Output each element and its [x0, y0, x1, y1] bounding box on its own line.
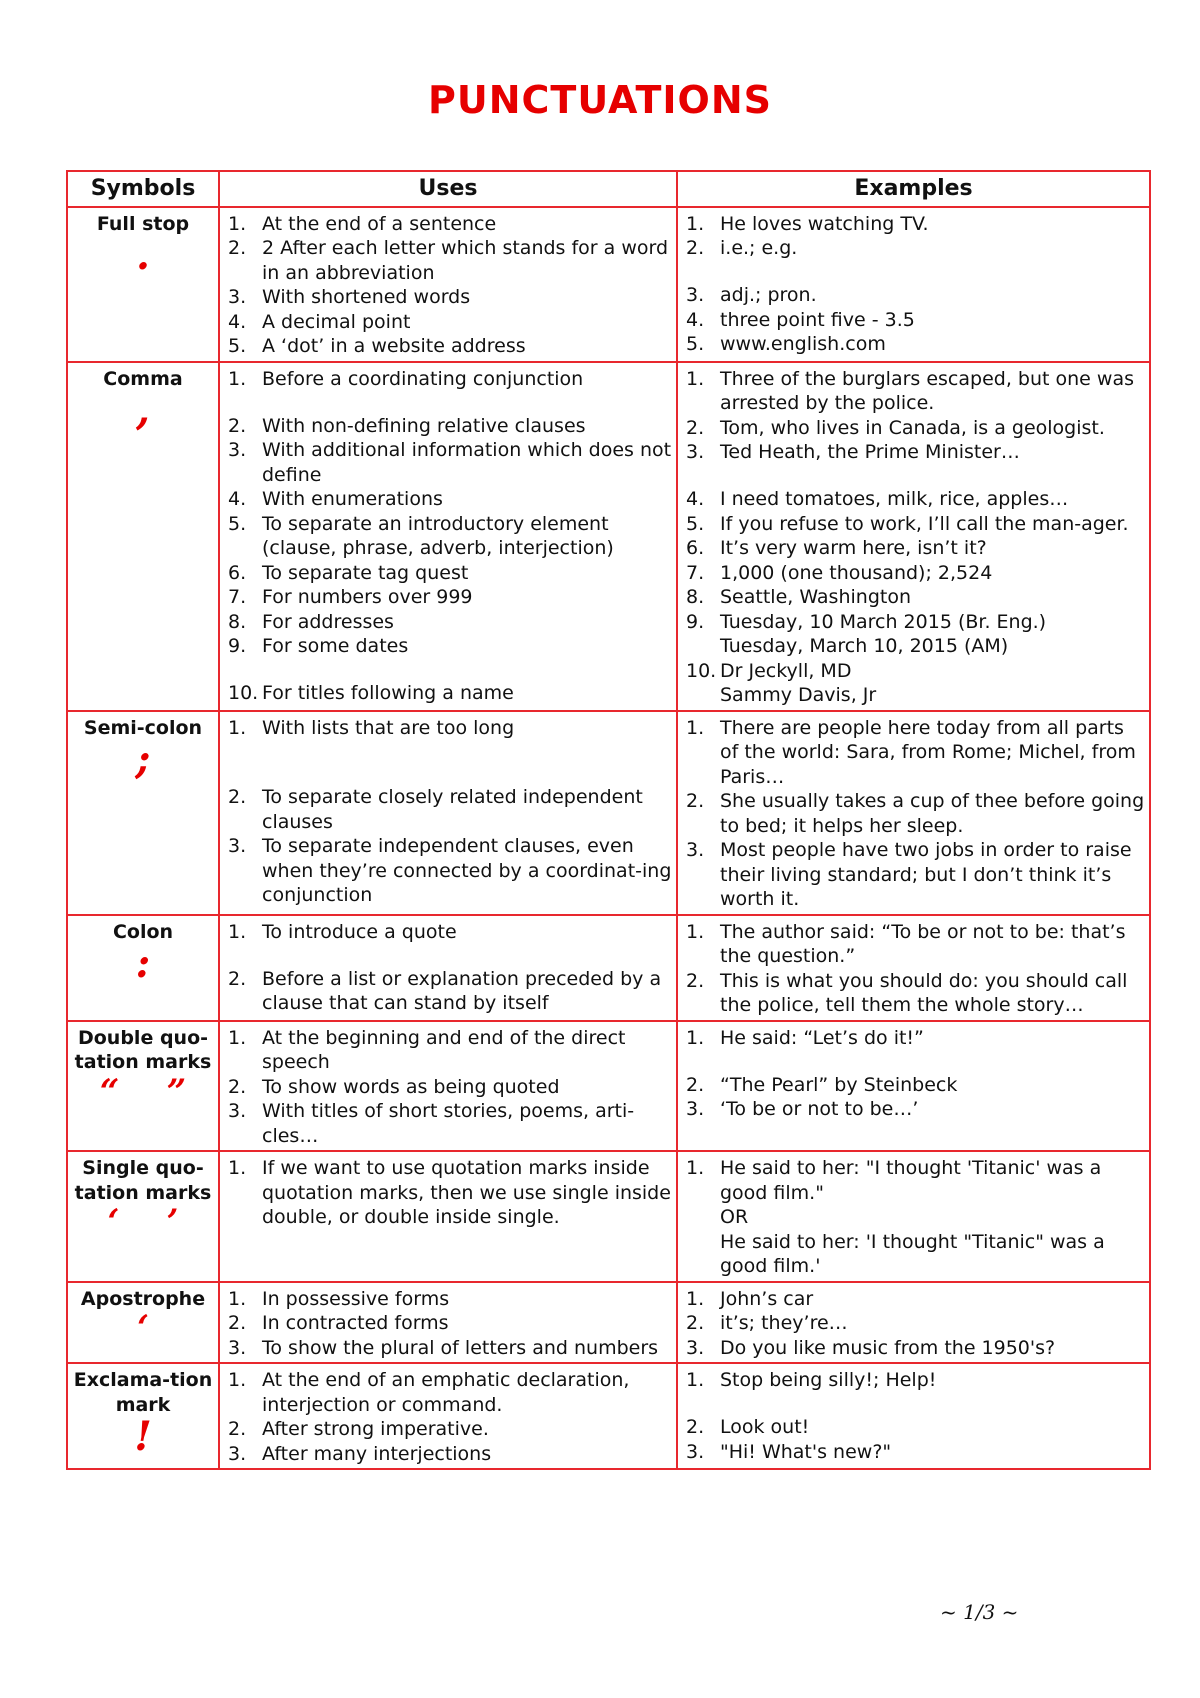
item-text: If you refuse to work, I’ll call the man-ager. — [720, 512, 1129, 535]
use-item — [224, 1156, 672, 1230]
item-number: 1. — [228, 1287, 247, 1310]
item-text: John’s car — [720, 1287, 814, 1310]
item-number: 5. — [686, 512, 705, 535]
item-text: With non-defining relative clauses — [262, 414, 586, 437]
example-item — [682, 1440, 1145, 1465]
uses-cell — [219, 1363, 677, 1469]
use-item — [224, 414, 672, 439]
uses-cell — [219, 1021, 677, 1152]
item-text: It’s very warm here, isn’t it? — [720, 537, 987, 559]
use-item — [224, 334, 672, 359]
use-item — [224, 212, 672, 237]
item-number: 1. — [686, 1157, 705, 1179]
item-number: 2. — [228, 1075, 247, 1098]
item-text: For some dates — [262, 635, 409, 657]
item-number: 3. — [686, 839, 705, 861]
use-item — [224, 1075, 672, 1100]
item-text: Most people have two jobs in order to raise their living standard; but I don’t think it’s worth it. — [720, 839, 1132, 910]
item-number: 8. — [686, 586, 705, 608]
item-text: Seattle, Washington — [720, 586, 911, 608]
examples-list — [682, 1156, 1145, 1279]
item-number: 2. — [228, 414, 247, 437]
symbol-name: Double quo-tation marks — [74, 1026, 212, 1073]
table-row — [67, 207, 1150, 362]
example-item — [682, 332, 1145, 357]
item-text: Dr Jeckyll, MD Sammy Davis, Jr — [720, 659, 877, 706]
item-number: 5. — [228, 335, 247, 357]
example-item — [682, 236, 1145, 261]
item-number: 1. — [228, 1157, 247, 1179]
uses-cell — [219, 915, 677, 1021]
item-number: 1. — [228, 1026, 247, 1049]
use-item — [224, 561, 672, 586]
item-text: Stop being silly!; Help! — [720, 1369, 937, 1391]
item-number: 1. — [228, 367, 247, 390]
uses-list — [224, 367, 672, 706]
header-symbols: Symbols — [67, 171, 219, 207]
use-item — [224, 1311, 672, 1336]
item-text: For addresses — [262, 610, 394, 633]
use-item — [224, 634, 672, 659]
examples-cell — [677, 711, 1150, 915]
item-text: i.e.; e.g. — [720, 237, 798, 259]
item-number: 1. — [686, 716, 705, 739]
examples-cell — [677, 1021, 1150, 1152]
symbol-name: Apostrophe — [80, 1287, 206, 1310]
table-body — [67, 207, 1150, 1470]
example-item — [682, 969, 1145, 1018]
examples-cell — [677, 207, 1150, 362]
item-text: Ted Heath, the Prime Minister… — [720, 441, 1020, 463]
item-text: With lists that are too long — [262, 716, 515, 739]
item-text: adj.; pron. — [720, 284, 817, 306]
use-item — [224, 1099, 672, 1148]
item-number: 4. — [228, 488, 247, 510]
item-text: In contracted forms — [262, 1312, 449, 1334]
symbol-cell — [67, 915, 219, 1021]
item-text: it’s; they’re… — [720, 1312, 848, 1334]
symbol-cell — [67, 1021, 219, 1152]
symbol-name: Semi-colon — [83, 716, 203, 739]
item-number: 4. — [228, 310, 247, 333]
examples-list — [682, 920, 1145, 1018]
example-item — [682, 440, 1145, 465]
use-item — [224, 1368, 672, 1417]
uses-list — [224, 1026, 672, 1149]
item-number: 3. — [228, 439, 247, 461]
symbol-glyph: , — [136, 387, 150, 434]
example-item — [682, 308, 1145, 333]
uses-list — [224, 1368, 672, 1466]
item-text: He said: “Let’s do it!” — [720, 1026, 924, 1049]
item-number: 3. — [228, 835, 247, 857]
example-item — [682, 367, 1145, 416]
item-number: 3. — [686, 1098, 705, 1120]
example-item — [682, 610, 1145, 659]
uses-cell — [219, 207, 677, 362]
examples-list — [682, 367, 1145, 708]
item-number: 3. — [228, 286, 247, 308]
item-number: 3. — [228, 1336, 247, 1359]
item-text: 1,000 (one thousand); 2,524 — [720, 561, 993, 584]
use-item — [224, 716, 672, 741]
symbol-glyph: ! — [134, 1413, 152, 1460]
example-item — [682, 1336, 1145, 1361]
punctuation-table — [66, 170, 1151, 1470]
item-number: 10. — [686, 659, 717, 682]
symbol-cell — [67, 362, 219, 711]
item-number: 3. — [686, 1336, 705, 1359]
item-number: 4. — [686, 488, 705, 510]
item-text: This is what you should do: you should call the police, tell them the whole story… — [720, 969, 1128, 1016]
item-number: 3. — [686, 284, 705, 306]
item-text: “The Pearl” by Steinbeck — [720, 1073, 958, 1096]
item-number: 2. — [686, 969, 705, 992]
table-header-row — [67, 171, 1150, 207]
item-text: To separate closely related independent clauses — [262, 786, 643, 833]
item-number: 3. — [686, 441, 705, 463]
item-text: Before a coordinating conjunction — [262, 367, 584, 390]
symbol-glyph: ; — [135, 736, 151, 783]
item-text: A decimal point — [262, 310, 411, 333]
header-examples: Examples — [677, 171, 1150, 207]
example-item — [682, 1073, 1145, 1098]
item-text: three point five - 3.5 — [720, 308, 915, 331]
use-item — [224, 285, 672, 310]
use-item — [224, 785, 672, 834]
symbol-cell — [67, 1282, 219, 1364]
examples-cell — [677, 1282, 1150, 1364]
item-number: 1. — [686, 1369, 705, 1391]
example-item — [682, 1368, 1145, 1393]
item-text: With additional information which does not define — [262, 439, 672, 486]
item-text: After many interjections — [262, 1442, 492, 1465]
example-item — [682, 1311, 1145, 1336]
example-item — [682, 212, 1145, 237]
item-number: 6. — [228, 561, 247, 584]
item-number: 1. — [228, 716, 247, 739]
use-item — [224, 310, 672, 335]
page-title: PUNCTUATIONS — [428, 78, 772, 122]
item-number: 7. — [228, 586, 247, 608]
example-item — [682, 920, 1145, 969]
item-number: 1. — [228, 920, 247, 943]
use-item — [224, 487, 672, 512]
header-uses: Uses — [219, 171, 677, 207]
item-text: With titles of short stories, poems, arti-cles… — [262, 1100, 635, 1147]
uses-cell — [219, 711, 677, 915]
item-text: To separate an introductory element (clause, phrase, adverb, interjection) — [262, 512, 614, 559]
examples-list — [682, 1368, 1145, 1464]
item-text: To show the plural of letters and numbers — [262, 1336, 659, 1359]
uses-list — [224, 716, 672, 908]
item-text: At the beginning and end of the direct speech — [262, 1026, 626, 1073]
symbol-glyph: ‘ — [137, 1308, 149, 1348]
item-number: 10. — [228, 682, 259, 704]
table-row — [67, 1021, 1150, 1152]
item-number: 2. — [686, 1312, 705, 1334]
table-row — [67, 1151, 1150, 1282]
item-number: 8. — [228, 610, 247, 633]
item-number: 9. — [686, 610, 705, 633]
item-text: The author said: “To be or not to be: that’s the question.” — [720, 920, 1126, 967]
item-number: 2. — [686, 237, 705, 259]
examples-list — [682, 716, 1145, 912]
item-number: 2. — [686, 1073, 705, 1096]
symbol-name: Colon — [112, 920, 174, 943]
symbol-name: Exclama-tion mark — [73, 1369, 213, 1416]
item-number: 2. — [228, 786, 247, 808]
use-item — [224, 1287, 672, 1312]
example-item — [682, 487, 1145, 512]
table-row — [67, 1282, 1150, 1364]
item-text: With enumerations — [262, 488, 443, 510]
examples-list — [682, 1287, 1145, 1361]
item-text: After strong imperative. — [262, 1418, 489, 1440]
use-item — [224, 585, 672, 610]
item-text: A ‘dot’ in a website address — [262, 335, 526, 357]
use-item — [224, 967, 672, 1016]
symbol-cell — [67, 711, 219, 915]
item-text: At the end of an emphatic declaration, interjection or command. — [262, 1369, 630, 1416]
item-number: 3. — [228, 1442, 247, 1465]
uses-list — [224, 1287, 672, 1361]
page-number: ~ 1/3 ~ — [940, 1600, 1019, 1624]
table-row — [67, 915, 1150, 1021]
examples-cell — [677, 1363, 1150, 1469]
item-text: To separate tag quest — [262, 561, 469, 584]
examples-cell — [677, 915, 1150, 1021]
uses-list — [224, 212, 672, 359]
example-item — [682, 283, 1145, 308]
example-item — [682, 789, 1145, 838]
example-item — [682, 1097, 1145, 1122]
example-item — [682, 585, 1145, 610]
symbol-glyph: . — [136, 232, 150, 279]
item-number: 1. — [686, 1287, 705, 1310]
example-item — [682, 561, 1145, 586]
examples-cell — [677, 1151, 1150, 1282]
item-text: He said to her: "I thought 'Titanic' was a good film." OR He said to her: 'I thought "Titanic" was a good film.' — [720, 1157, 1105, 1277]
item-number: 2. — [686, 1416, 705, 1438]
table-row — [67, 711, 1150, 915]
use-item — [224, 1442, 672, 1467]
item-number: 6. — [686, 537, 705, 559]
use-item — [224, 438, 672, 487]
item-text: He loves watching TV. — [720, 212, 929, 235]
item-text: Three of the burglars escaped, but one was arrested by the police. — [720, 367, 1134, 414]
item-number: 3. — [228, 1100, 247, 1122]
example-item — [682, 416, 1145, 441]
item-text: 2 After each letter which stands for a word in an abbreviation — [262, 237, 669, 284]
symbol-glyph: ‘ ’ — [107, 1202, 179, 1242]
uses-list — [224, 920, 672, 1016]
use-item — [224, 1417, 672, 1442]
symbol-cell — [67, 207, 219, 362]
item-text: For titles following a name — [262, 682, 514, 704]
item-number: 7. — [686, 561, 705, 584]
item-text: ‘To be or not to be…’ — [720, 1098, 919, 1120]
item-number: 2. — [228, 1418, 247, 1440]
item-text: In possessive forms — [262, 1287, 450, 1310]
examples-cell — [677, 362, 1150, 711]
use-item — [224, 920, 672, 945]
item-text: Look out! — [720, 1416, 810, 1438]
item-text: I need tomatoes, milk, rice, apples… — [720, 488, 1069, 510]
item-number: 1. — [228, 212, 247, 235]
table-row — [67, 362, 1150, 711]
table-row — [67, 1363, 1150, 1469]
use-item — [224, 681, 672, 706]
item-number: 1. — [686, 1026, 705, 1049]
use-item — [224, 367, 672, 392]
examples-list — [682, 1026, 1145, 1122]
use-item — [224, 610, 672, 635]
symbol-glyph: : — [135, 940, 151, 987]
examples-list — [682, 212, 1145, 357]
example-item — [682, 659, 1145, 708]
symbol-name: Single quo-tation marks — [74, 1157, 212, 1204]
item-text: Before a list or explanation preceded by a clause that can stand by itself — [262, 967, 662, 1014]
item-number: 2. — [686, 416, 705, 439]
symbol-cell — [67, 1151, 219, 1282]
item-number: 2. — [228, 1312, 247, 1334]
uses-cell — [219, 1151, 677, 1282]
symbol-cell — [67, 1363, 219, 1469]
item-text: For numbers over 999 — [262, 586, 473, 608]
item-text: If we want to use quotation marks inside quotation marks, then we use single inside double, or double inside single. — [262, 1157, 671, 1228]
use-item — [224, 1336, 672, 1361]
item-text: Do you like music from the 1950's? — [720, 1336, 1056, 1359]
item-text: Tom, who lives in Canada, is a geologist. — [720, 416, 1105, 439]
item-text: At the end of a sentence — [262, 212, 497, 235]
use-item — [224, 1026, 672, 1075]
item-text: With shortened words — [262, 286, 471, 308]
item-number: 2. — [228, 967, 247, 990]
item-text: www.english.com — [720, 333, 886, 355]
symbol-name: Full stop — [96, 212, 190, 235]
item-text: To introduce a quote — [262, 920, 457, 943]
item-text: She usually takes a cup of thee before going to bed; it helps her sleep. — [720, 790, 1145, 837]
item-number: 1. — [228, 1369, 247, 1391]
use-item — [224, 512, 672, 561]
item-text: "Hi! What's new?" — [720, 1440, 892, 1463]
example-item — [682, 536, 1145, 561]
example-item — [682, 1026, 1145, 1051]
item-text: There are people here today from all parts of the world: Sara, from Rome; Michel, from Paris… — [720, 716, 1136, 788]
item-number: 9. — [228, 635, 247, 657]
item-number: 1. — [686, 367, 705, 390]
example-item — [682, 838, 1145, 912]
item-text: To show words as being quoted — [262, 1075, 560, 1098]
use-item — [224, 834, 672, 908]
uses-cell — [219, 1282, 677, 1364]
item-text: To separate independent clauses, even when they’re connected by a coordinat-ing conjunction — [262, 835, 672, 906]
item-number: 3. — [686, 1440, 705, 1463]
use-item — [224, 236, 672, 285]
item-text: Tuesday, 10 March 2015 (Br. Eng.) Tuesday, March 10, 2015 (AM) — [720, 610, 1047, 657]
item-number: 1. — [686, 212, 705, 235]
symbol-glyph: “ ” — [99, 1071, 187, 1112]
item-number: 5. — [686, 333, 705, 355]
example-item — [682, 512, 1145, 537]
example-item — [682, 1287, 1145, 1312]
item-number: 5. — [228, 512, 247, 535]
item-number: 2. — [686, 790, 705, 812]
symbol-name: Comma — [103, 367, 183, 390]
uses-cell — [219, 362, 677, 711]
item-number: 1. — [686, 920, 705, 943]
example-item — [682, 1415, 1145, 1440]
item-number: 4. — [686, 308, 705, 331]
example-item — [682, 1156, 1145, 1279]
example-item — [682, 716, 1145, 790]
item-number: 2. — [228, 237, 247, 259]
uses-list — [224, 1156, 672, 1230]
